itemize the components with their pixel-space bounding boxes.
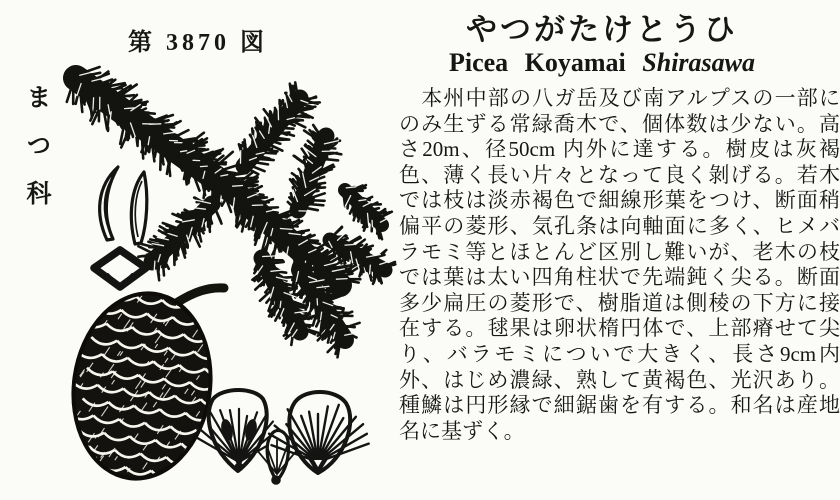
needle-pair-detail [100, 167, 147, 244]
description-line: 色、薄く長い片々となって良く剝げる。若木 [399, 162, 840, 187]
figure-number: 第 3870 図 [128, 30, 268, 56]
family-label: まつ科 [23, 84, 50, 228]
cone-stalk [178, 288, 224, 302]
description-line: では葉は太い四角柱状で先端鈍く尖る。断面 [399, 265, 840, 290]
seed-scale-inner-base [235, 463, 244, 472]
latin-binomial: Picea Koyamai [448, 48, 626, 77]
description-line: 在する。毬果は卵状楕円体で、上部瘠せて尖 [399, 316, 840, 341]
winged-seed-body [271, 475, 281, 485]
description-line: 名に基ずく。 [399, 418, 525, 443]
page-title-latin [392, 48, 812, 78]
description-line: 種鱗は円形縁で細鋸歯を有する。和名は産地 [399, 393, 840, 418]
description-line: では枝は淡赤褐色で細線形葉をつけ、断面稍 [399, 188, 840, 213]
description-line: 外、はじめ濃緑、熟して黄褐色、光沢あり。 [399, 367, 840, 392]
description-line: さ20m、径50cm 内外に達する。樹皮は灰褐 [399, 137, 840, 162]
description-line: 多少扁圧の菱形で、樹脂道は側稜の下方に接 [399, 290, 840, 315]
latin-author: Shirasawa [642, 48, 756, 77]
description-line: 本州中部の八ガ岳及び南アルプスの一部に [399, 86, 840, 110]
needle-detail-right [131, 172, 147, 244]
description-line: ラモミ等とほとんど区別し難いが、老木の枝 [399, 239, 840, 264]
description-line: り、バラモミについで大きく、長さ9cm内 [399, 341, 840, 366]
description-text [399, 86, 840, 444]
description-line: のみ生ずる常緑喬木で、個体数は少ない。高 [399, 111, 840, 136]
description-line: 偏平の菱形、気孔条は向軸面に多く、ヒメバ [399, 213, 840, 238]
page-title-japanese: やつがたけとうひ [466, 12, 738, 47]
